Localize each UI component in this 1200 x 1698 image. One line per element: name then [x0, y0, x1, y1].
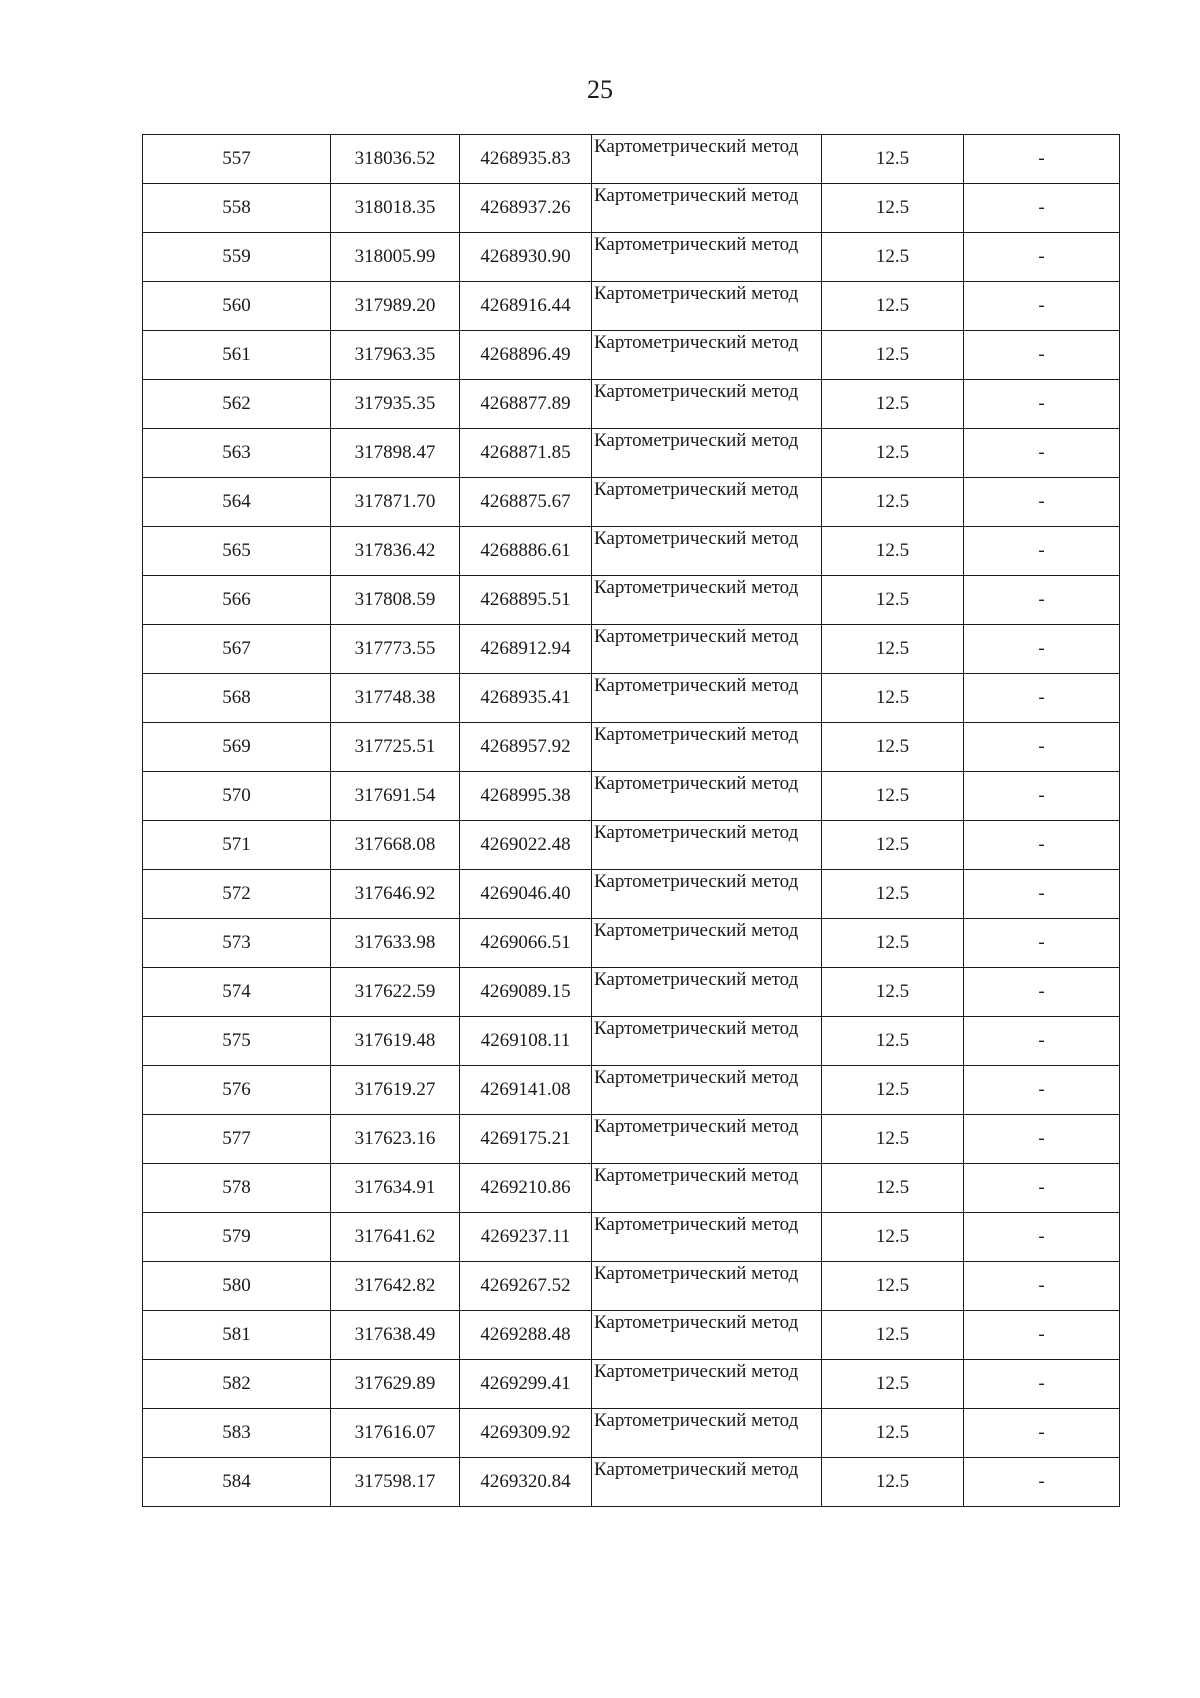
x-coordinate-cell: 317691.54	[331, 772, 460, 821]
note-cell: -	[964, 527, 1120, 576]
x-coordinate-cell: 317616.07	[331, 1409, 460, 1458]
accuracy-cell: 12.5	[822, 1458, 964, 1507]
method-cell: Картометрический метод	[592, 870, 822, 919]
method-cell: Картометрический метод	[592, 1017, 822, 1066]
note-cell: -	[964, 233, 1120, 282]
y-coordinate-cell: 4268937.26	[460, 184, 592, 233]
method-cell: Картометрический метод	[592, 282, 822, 331]
point-number-cell: 577	[143, 1115, 331, 1164]
x-coordinate-cell: 317989.20	[331, 282, 460, 331]
x-coordinate-cell: 317642.82	[331, 1262, 460, 1311]
x-coordinate-cell: 317598.17	[331, 1458, 460, 1507]
accuracy-cell: 12.5	[822, 625, 964, 674]
accuracy-cell: 12.5	[822, 380, 964, 429]
table-row	[143, 1017, 1120, 1066]
y-coordinate-cell: 4268935.41	[460, 674, 592, 723]
point-number-cell: 565	[143, 527, 331, 576]
point-number-cell: 562	[143, 380, 331, 429]
table-row	[143, 1115, 1120, 1164]
x-coordinate-cell: 317634.91	[331, 1164, 460, 1213]
y-coordinate-cell: 4268896.49	[460, 331, 592, 380]
method-cell: Картометрический метод	[592, 1213, 822, 1262]
y-coordinate-cell: 4268995.38	[460, 772, 592, 821]
y-coordinate-cell: 4269320.84	[460, 1458, 592, 1507]
y-coordinate-cell: 4269237.11	[460, 1213, 592, 1262]
note-cell: -	[964, 870, 1120, 919]
x-coordinate-cell: 317836.42	[331, 527, 460, 576]
note-cell: -	[964, 1262, 1120, 1311]
note-cell: -	[964, 1360, 1120, 1409]
y-coordinate-cell: 4269141.08	[460, 1066, 592, 1115]
point-number-cell: 581	[143, 1311, 331, 1360]
x-coordinate-cell: 317725.51	[331, 723, 460, 772]
method-cell: Картометрический метод	[592, 772, 822, 821]
accuracy-cell: 12.5	[822, 1409, 964, 1458]
x-coordinate-cell: 317623.16	[331, 1115, 460, 1164]
accuracy-cell: 12.5	[822, 576, 964, 625]
method-cell: Картометрический метод	[592, 1409, 822, 1458]
note-cell: -	[964, 1066, 1120, 1115]
table-row	[143, 380, 1120, 429]
note-cell: -	[964, 1115, 1120, 1164]
method-cell: Картометрический метод	[592, 919, 822, 968]
note-cell: -	[964, 331, 1120, 380]
method-cell: Картометрический метод	[592, 723, 822, 772]
y-coordinate-cell: 4269108.11	[460, 1017, 592, 1066]
table-row	[143, 1360, 1120, 1409]
accuracy-cell: 12.5	[822, 1262, 964, 1311]
accuracy-cell: 12.5	[822, 184, 964, 233]
x-coordinate-cell: 317619.48	[331, 1017, 460, 1066]
table-row	[143, 1458, 1120, 1507]
accuracy-cell: 12.5	[822, 331, 964, 380]
point-number-cell: 570	[143, 772, 331, 821]
x-coordinate-cell: 317773.55	[331, 625, 460, 674]
accuracy-cell: 12.5	[822, 723, 964, 772]
table-row	[143, 625, 1120, 674]
table-row	[143, 1409, 1120, 1458]
point-number-cell: 566	[143, 576, 331, 625]
note-cell: -	[964, 1164, 1120, 1213]
point-number-cell: 561	[143, 331, 331, 380]
x-coordinate-cell: 317629.89	[331, 1360, 460, 1409]
point-number-cell: 579	[143, 1213, 331, 1262]
note-cell: -	[964, 674, 1120, 723]
table-row	[143, 576, 1120, 625]
method-cell: Картометрический метод	[592, 527, 822, 576]
note-cell: -	[964, 184, 1120, 233]
y-coordinate-cell: 4268930.90	[460, 233, 592, 282]
table-row	[143, 331, 1120, 380]
table-row	[143, 723, 1120, 772]
point-number-cell: 558	[143, 184, 331, 233]
point-number-cell: 560	[143, 282, 331, 331]
x-coordinate-cell: 317963.35	[331, 331, 460, 380]
point-number-cell: 583	[143, 1409, 331, 1458]
x-coordinate-cell: 318036.52	[331, 135, 460, 184]
accuracy-cell: 12.5	[822, 1164, 964, 1213]
y-coordinate-cell: 4269089.15	[460, 968, 592, 1017]
y-coordinate-cell: 4269210.86	[460, 1164, 592, 1213]
method-cell: Картометрический метод	[592, 184, 822, 233]
note-cell: -	[964, 1017, 1120, 1066]
x-coordinate-cell: 318018.35	[331, 184, 460, 233]
note-cell: -	[964, 919, 1120, 968]
method-cell: Картометрический метод	[592, 1066, 822, 1115]
method-cell: Картометрический метод	[592, 576, 822, 625]
x-coordinate-cell: 317898.47	[331, 429, 460, 478]
y-coordinate-cell: 4268957.92	[460, 723, 592, 772]
method-cell: Картометрический метод	[592, 1311, 822, 1360]
accuracy-cell: 12.5	[822, 968, 964, 1017]
accuracy-cell: 12.5	[822, 1066, 964, 1115]
y-coordinate-cell: 4268886.61	[460, 527, 592, 576]
point-number-cell: 580	[143, 1262, 331, 1311]
method-cell: Картометрический метод	[592, 1115, 822, 1164]
table-row	[143, 1164, 1120, 1213]
table-row	[143, 429, 1120, 478]
y-coordinate-cell: 4269022.48	[460, 821, 592, 870]
accuracy-cell: 12.5	[822, 1360, 964, 1409]
method-cell: Картометрический метод	[592, 478, 822, 527]
method-cell: Картометрический метод	[592, 674, 822, 723]
note-cell: -	[964, 625, 1120, 674]
note-cell: -	[964, 1311, 1120, 1360]
point-number-cell: 576	[143, 1066, 331, 1115]
table-row	[143, 919, 1120, 968]
accuracy-cell: 12.5	[822, 870, 964, 919]
table-row	[143, 870, 1120, 919]
x-coordinate-cell: 317641.62	[331, 1213, 460, 1262]
table-row	[143, 1311, 1120, 1360]
y-coordinate-cell: 4268935.83	[460, 135, 592, 184]
method-cell: Картометрический метод	[592, 135, 822, 184]
x-coordinate-cell: 317668.08	[331, 821, 460, 870]
method-cell: Картометрический метод	[592, 821, 822, 870]
note-cell: -	[964, 772, 1120, 821]
accuracy-cell: 12.5	[822, 282, 964, 331]
accuracy-cell: 12.5	[822, 233, 964, 282]
y-coordinate-cell: 4269309.92	[460, 1409, 592, 1458]
y-coordinate-cell: 4269288.48	[460, 1311, 592, 1360]
y-coordinate-cell: 4268871.85	[460, 429, 592, 478]
point-number-cell: 569	[143, 723, 331, 772]
x-coordinate-cell: 317619.27	[331, 1066, 460, 1115]
table-row	[143, 821, 1120, 870]
accuracy-cell: 12.5	[822, 1115, 964, 1164]
method-cell: Картометрический метод	[592, 1360, 822, 1409]
x-coordinate-cell: 317871.70	[331, 478, 460, 527]
note-cell: -	[964, 135, 1120, 184]
point-number-cell: 567	[143, 625, 331, 674]
point-number-cell: 574	[143, 968, 331, 1017]
method-cell: Картометрический метод	[592, 380, 822, 429]
accuracy-cell: 12.5	[822, 1311, 964, 1360]
point-number-cell: 575	[143, 1017, 331, 1066]
accuracy-cell: 12.5	[822, 1213, 964, 1262]
x-coordinate-cell: 318005.99	[331, 233, 460, 282]
table-row	[143, 1213, 1120, 1262]
x-coordinate-cell: 317622.59	[331, 968, 460, 1017]
y-coordinate-cell: 4269066.51	[460, 919, 592, 968]
point-number-cell: 564	[143, 478, 331, 527]
point-number-cell: 557	[143, 135, 331, 184]
note-cell: -	[964, 1409, 1120, 1458]
coordinates-table	[142, 134, 1120, 1507]
y-coordinate-cell: 4269267.52	[460, 1262, 592, 1311]
note-cell: -	[964, 576, 1120, 625]
table-row	[143, 1066, 1120, 1115]
note-cell: -	[964, 282, 1120, 331]
y-coordinate-cell: 4269299.41	[460, 1360, 592, 1409]
x-coordinate-cell: 317808.59	[331, 576, 460, 625]
page-number: 25	[587, 75, 613, 104]
method-cell: Картометрический метод	[592, 331, 822, 380]
note-cell: -	[964, 380, 1120, 429]
method-cell: Картометрический метод	[592, 1458, 822, 1507]
y-coordinate-cell: 4269046.40	[460, 870, 592, 919]
x-coordinate-cell: 317748.38	[331, 674, 460, 723]
table-row	[143, 233, 1120, 282]
note-cell: -	[964, 1213, 1120, 1262]
accuracy-cell: 12.5	[822, 919, 964, 968]
method-cell: Картометрический метод	[592, 1164, 822, 1213]
method-cell: Картометрический метод	[592, 429, 822, 478]
table-row	[143, 282, 1120, 331]
note-cell: -	[964, 723, 1120, 772]
table-row	[143, 968, 1120, 1017]
accuracy-cell: 12.5	[822, 1017, 964, 1066]
table-row	[143, 772, 1120, 821]
method-cell: Картометрический метод	[592, 233, 822, 282]
point-number-cell: 573	[143, 919, 331, 968]
y-coordinate-cell: 4268916.44	[460, 282, 592, 331]
method-cell: Картометрический метод	[592, 625, 822, 674]
coordinates-table-body	[143, 135, 1120, 1507]
y-coordinate-cell: 4268877.89	[460, 380, 592, 429]
point-number-cell: 563	[143, 429, 331, 478]
table-row	[143, 184, 1120, 233]
accuracy-cell: 12.5	[822, 135, 964, 184]
table-row	[143, 527, 1120, 576]
table-row	[143, 1262, 1120, 1311]
y-coordinate-cell: 4268912.94	[460, 625, 592, 674]
accuracy-cell: 12.5	[822, 527, 964, 576]
accuracy-cell: 12.5	[822, 478, 964, 527]
table-row	[143, 478, 1120, 527]
table-row	[143, 135, 1120, 184]
method-cell: Картометрический метод	[592, 1262, 822, 1311]
accuracy-cell: 12.5	[822, 821, 964, 870]
table-row	[143, 674, 1120, 723]
note-cell: -	[964, 968, 1120, 1017]
note-cell: -	[964, 429, 1120, 478]
point-number-cell: 568	[143, 674, 331, 723]
accuracy-cell: 12.5	[822, 674, 964, 723]
x-coordinate-cell: 317935.35	[331, 380, 460, 429]
point-number-cell: 572	[143, 870, 331, 919]
point-number-cell: 559	[143, 233, 331, 282]
x-coordinate-cell: 317646.92	[331, 870, 460, 919]
x-coordinate-cell: 317633.98	[331, 919, 460, 968]
accuracy-cell: 12.5	[822, 772, 964, 821]
y-coordinate-cell: 4269175.21	[460, 1115, 592, 1164]
x-coordinate-cell: 317638.49	[331, 1311, 460, 1360]
point-number-cell: 578	[143, 1164, 331, 1213]
point-number-cell: 584	[143, 1458, 331, 1507]
y-coordinate-cell: 4268895.51	[460, 576, 592, 625]
point-number-cell: 571	[143, 821, 331, 870]
note-cell: -	[964, 821, 1120, 870]
accuracy-cell: 12.5	[822, 429, 964, 478]
method-cell: Картометрический метод	[592, 968, 822, 1017]
note-cell: -	[964, 478, 1120, 527]
y-coordinate-cell: 4268875.67	[460, 478, 592, 527]
point-number-cell: 582	[143, 1360, 331, 1409]
note-cell: -	[964, 1458, 1120, 1507]
